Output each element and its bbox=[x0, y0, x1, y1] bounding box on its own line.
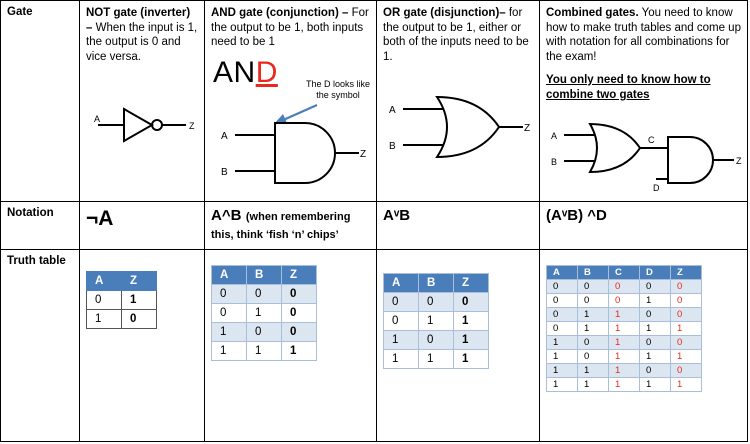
not-notation: ¬A bbox=[86, 207, 114, 230]
not-gate-cell bbox=[79, 1, 204, 201]
table-cell: 1 bbox=[212, 342, 247, 361]
table-cell: 0 bbox=[247, 323, 282, 342]
table-cell: 0 bbox=[609, 280, 640, 294]
table-cell: 0 bbox=[578, 336, 609, 350]
table-row bbox=[547, 308, 702, 322]
svg-text:A: A bbox=[551, 131, 558, 141]
and-mnemonic-text bbox=[213, 56, 278, 90]
table-header-row bbox=[212, 266, 317, 285]
table-cell: 0 bbox=[122, 310, 157, 329]
table-row bbox=[547, 322, 702, 336]
column-header: Z bbox=[282, 266, 317, 285]
gate-row-label-cell bbox=[1, 1, 79, 201]
table-cell: 1 bbox=[671, 378, 702, 392]
combined-truth-cell bbox=[539, 250, 749, 441]
table-cell: 0 bbox=[282, 285, 317, 304]
and-truth-cell bbox=[204, 250, 376, 441]
table-cell: 0 bbox=[578, 350, 609, 364]
table-cell: 0 bbox=[282, 323, 317, 342]
svg-text:Z: Z bbox=[189, 121, 195, 131]
combined-gates-title: Combined gates. bbox=[546, 7, 639, 19]
table-cell: 1 bbox=[578, 364, 609, 378]
svg-text:A: A bbox=[94, 114, 101, 124]
table-cell: 1 bbox=[547, 350, 578, 364]
column-header: A bbox=[87, 272, 122, 291]
combined-gates-cell bbox=[539, 1, 749, 201]
table-cell: 0 bbox=[671, 336, 702, 350]
and-mnemonic-note: The D looks like the symbol bbox=[305, 79, 371, 101]
svg-text:B: B bbox=[389, 141, 396, 152]
column-header: Z bbox=[671, 266, 702, 280]
combined-notation: (AᵛB) ^D bbox=[546, 207, 607, 224]
svg-text:D: D bbox=[653, 183, 660, 191]
table-cell: 0 bbox=[247, 285, 282, 304]
or-gate-cell bbox=[376, 1, 539, 201]
table-cell: 0 bbox=[419, 331, 454, 350]
table-row bbox=[384, 312, 489, 331]
table-row bbox=[547, 350, 702, 364]
gate-row bbox=[1, 1, 747, 201]
column-header: Z bbox=[122, 272, 157, 291]
not-gate-description bbox=[86, 6, 198, 65]
svg-text:A: A bbox=[221, 131, 228, 142]
notation-row-label: Notation bbox=[7, 207, 54, 219]
table-cell: 1 bbox=[640, 322, 671, 336]
table-cell: 0 bbox=[578, 294, 609, 308]
column-header: A bbox=[384, 274, 419, 293]
truth-table-row bbox=[1, 249, 747, 441]
column-header: B bbox=[247, 266, 282, 285]
table-cell: 0 bbox=[547, 322, 578, 336]
table-cell: 1 bbox=[671, 350, 702, 364]
table-cell: 0 bbox=[609, 294, 640, 308]
combined-gates-note: You only need to know how to combine two gates bbox=[546, 73, 711, 101]
table-cell: 1 bbox=[384, 350, 419, 369]
svg-text:A: A bbox=[389, 105, 396, 116]
table-cell: 1 bbox=[609, 336, 640, 350]
notation-row-label-cell bbox=[1, 202, 79, 249]
truth-row-label: Truth table bbox=[7, 255, 66, 267]
table-cell: 1 bbox=[87, 310, 122, 329]
table-cell: 1 bbox=[419, 350, 454, 369]
combined-truth-table bbox=[546, 265, 702, 392]
svg-text:B: B bbox=[221, 167, 228, 178]
not-notation-cell bbox=[79, 202, 204, 249]
table-header-row bbox=[87, 272, 157, 291]
svg-text:C: C bbox=[648, 135, 655, 145]
table-cell: 0 bbox=[547, 280, 578, 294]
table-row bbox=[547, 336, 702, 350]
table-row bbox=[212, 304, 317, 323]
column-header: A bbox=[547, 266, 578, 280]
table-cell: 1 bbox=[547, 378, 578, 392]
column-header: Z bbox=[454, 274, 489, 293]
svg-text:Z: Z bbox=[524, 123, 531, 134]
svg-text:Z: Z bbox=[360, 149, 367, 160]
table-cell: 0 bbox=[671, 294, 702, 308]
table-cell: 0 bbox=[419, 293, 454, 312]
column-header: B bbox=[578, 266, 609, 280]
table-row bbox=[384, 331, 489, 350]
table-cell: 1 bbox=[609, 322, 640, 336]
not-gate-pin-labels bbox=[94, 101, 199, 149]
table-cell: 1 bbox=[547, 336, 578, 350]
not-truth-table bbox=[86, 271, 157, 329]
table-cell: 0 bbox=[87, 291, 122, 310]
table-row bbox=[212, 285, 317, 304]
table-cell: 0 bbox=[282, 304, 317, 323]
table-cell: 1 bbox=[547, 364, 578, 378]
table-cell: 0 bbox=[384, 312, 419, 331]
table-cell: 0 bbox=[547, 308, 578, 322]
table-cell: 0 bbox=[212, 285, 247, 304]
not-truth-cell bbox=[79, 250, 204, 441]
table-row bbox=[547, 280, 702, 294]
table-cell: 0 bbox=[671, 280, 702, 294]
table-cell: 1 bbox=[454, 331, 489, 350]
table-cell: 0 bbox=[454, 293, 489, 312]
table-cell: 0 bbox=[640, 308, 671, 322]
table-cell: 1 bbox=[609, 350, 640, 364]
combined-gates-description bbox=[546, 6, 743, 103]
or-notation-cell bbox=[376, 202, 539, 249]
table-row bbox=[212, 323, 317, 342]
column-header: D bbox=[640, 266, 671, 280]
table-header-row bbox=[547, 266, 702, 280]
table-cell: 0 bbox=[640, 336, 671, 350]
table-row bbox=[547, 294, 702, 308]
truth-row-label-cell bbox=[1, 250, 79, 441]
table-cell: 1 bbox=[282, 342, 317, 361]
table-cell: 0 bbox=[671, 308, 702, 322]
table-row bbox=[87, 291, 157, 310]
table-cell: 1 bbox=[454, 350, 489, 369]
or-notation: AᵛB bbox=[383, 207, 411, 224]
and-mnemonic-an: AN bbox=[213, 56, 256, 90]
table-cell: 1 bbox=[609, 364, 640, 378]
svg-text:B: B bbox=[551, 157, 558, 167]
and-gate-description bbox=[211, 6, 370, 50]
not-gate-title: NOT gate (inverter) – bbox=[86, 7, 191, 34]
not-gate-body: When the input is 1, the output is 0 and vice versa. bbox=[86, 21, 198, 64]
column-header: B bbox=[419, 274, 454, 293]
or-gate-body: for the output to be 1, either or both of the inputs need to be 1. bbox=[383, 7, 529, 64]
and-notation: A^B bbox=[211, 207, 242, 224]
and-gate-title: AND gate (conjunction) – bbox=[211, 7, 349, 19]
gate-row-label: Gate bbox=[7, 6, 33, 18]
and-notation-note: (when remembering this, think ‘fish ‘n’ chips’ bbox=[211, 211, 351, 241]
or-gate-diagram bbox=[387, 93, 537, 161]
table-cell: 1 bbox=[578, 322, 609, 336]
table-cell: 1 bbox=[640, 350, 671, 364]
column-header: A bbox=[212, 266, 247, 285]
table-cell: 1 bbox=[247, 342, 282, 361]
and-notation-cell bbox=[204, 202, 376, 249]
table-header-row bbox=[384, 274, 489, 293]
table-cell: 1 bbox=[247, 304, 282, 323]
or-truth-table bbox=[383, 273, 489, 369]
or-gate-description bbox=[383, 6, 533, 65]
table-cell: 1 bbox=[384, 331, 419, 350]
table-row bbox=[547, 364, 702, 378]
table-cell: 0 bbox=[640, 280, 671, 294]
table-cell: 1 bbox=[640, 378, 671, 392]
table-cell: 1 bbox=[609, 308, 640, 322]
table-cell: 1 bbox=[419, 312, 454, 331]
and-truth-table bbox=[211, 265, 317, 361]
column-header: C bbox=[609, 266, 640, 280]
and-mnemonic-d: D bbox=[255, 56, 278, 90]
table-cell: 0 bbox=[212, 304, 247, 323]
notation-row bbox=[1, 201, 747, 249]
table-cell: 1 bbox=[212, 323, 247, 342]
table-cell: 1 bbox=[454, 312, 489, 331]
table-row bbox=[87, 310, 157, 329]
table-row bbox=[547, 378, 702, 392]
table-row bbox=[384, 350, 489, 369]
table-cell: 1 bbox=[640, 294, 671, 308]
table-cell: 1 bbox=[609, 378, 640, 392]
table-cell: 0 bbox=[547, 294, 578, 308]
or-truth-cell bbox=[376, 250, 539, 441]
and-gate-diagram bbox=[219, 119, 369, 187]
table-cell: 1 bbox=[671, 322, 702, 336]
table-cell: 0 bbox=[640, 364, 671, 378]
table-cell: 0 bbox=[578, 280, 609, 294]
table-row bbox=[384, 293, 489, 312]
svg-text:Z: Z bbox=[736, 156, 742, 166]
table-cell: 1 bbox=[122, 291, 157, 310]
combined-gates-diagram bbox=[548, 119, 748, 191]
or-gate-title: OR gate (disjunction)– bbox=[383, 7, 506, 19]
combined-gates-body: You need to know how to make truth tables and come up with notation for all combinations for the exam! bbox=[546, 7, 741, 64]
and-gate-body: For the output to be 1, both inputs need to be 1 bbox=[211, 7, 369, 49]
table-cell: 0 bbox=[671, 364, 702, 378]
combined-notation-cell bbox=[539, 202, 749, 249]
table-cell: 1 bbox=[578, 378, 609, 392]
table-cell: 0 bbox=[384, 293, 419, 312]
table-cell: 1 bbox=[578, 308, 609, 322]
table-row bbox=[212, 342, 317, 361]
and-gate-cell bbox=[204, 1, 376, 201]
